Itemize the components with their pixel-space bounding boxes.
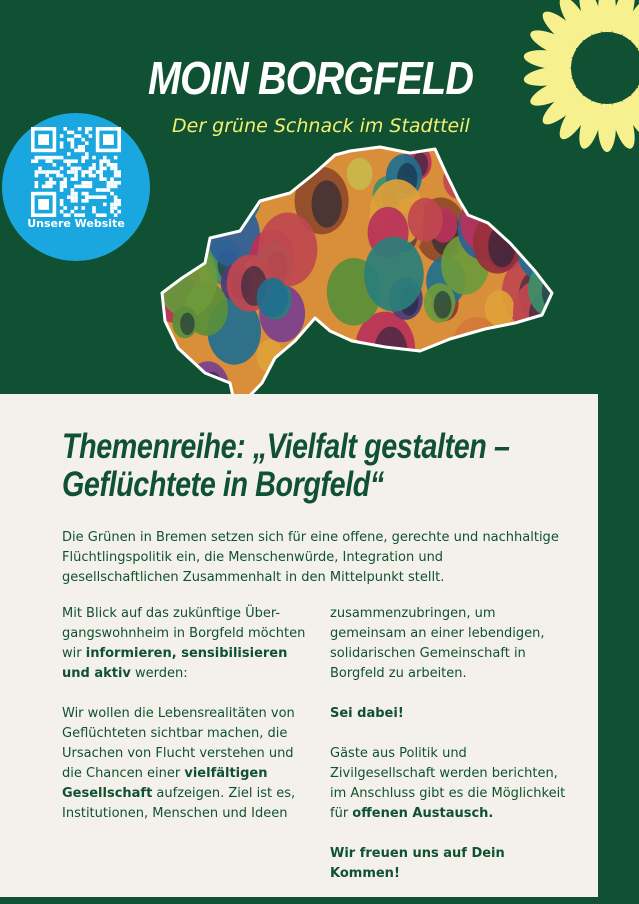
right-column [330,604,575,904]
page-title: MOIN BORGFELD [148,52,474,104]
qr-label: Unsere Website [27,217,125,230]
heading-line-1: Themenreihe: „Vielfalt gestalten – [62,427,510,466]
join-callout: Sei dabei! [330,706,404,721]
qr-code-icon[interactable] [31,127,121,217]
paragraph-goals: Wir wollen die Lebensrealitäten von Geflüchteten sichtbar machen, die Ursachen von Flucht verstehen und die Chancen einer vielfältigen Gesellschaft aufzeigen. Ziel ist es, Institutionen, Menschen und Ideen [62,706,296,821]
emphasis-society: vielfältigen Gesellschaft [62,766,268,801]
paragraph-plan: Mit Blick auf das zukünftige Über-gangswohnheim in Borgfeld möchten wir informieren, sensibilisieren und aktiv werden: [62,606,306,681]
emphasis-inform: informieren, sensibilisieren und aktiv [62,646,288,681]
article-heading [62,427,510,504]
heading-line-2: Geflüchtete in Borgfeld“ [62,465,384,504]
borgfeld-faces-collage [130,143,555,413]
left-column [62,604,317,844]
emphasis-exchange: offenen Austausch. [352,806,494,821]
page-subtitle: Der grüne Schnack im Stadtteil [172,115,470,137]
paragraph-guests: Gäste aus Politik und Zivilgesellschaft werden berichten, im Anschluss gibt es die Möglichkeit für offenen Austausch. [330,746,566,821]
content-panel [0,394,598,897]
paragraph-together: zusammenzubringen, um gemeinsam an einer lebendigen, solidarischen Gemeinschaft in Borgfeld zu arbeiten. [330,606,545,681]
closing-line: Wir freuen uns auf Dein Kommen! [330,846,505,881]
qr-badge[interactable] [2,113,150,261]
intro-paragraph: Die Grünen in Bremen setzen sich für eine offene, gerechte und nachhaltige Flüchtlingspolitik ein, die Menschenwürde, Integration und gesellschaftlichen Zusammenhalt in den Mittelpunkt stellt. [62,530,559,585]
